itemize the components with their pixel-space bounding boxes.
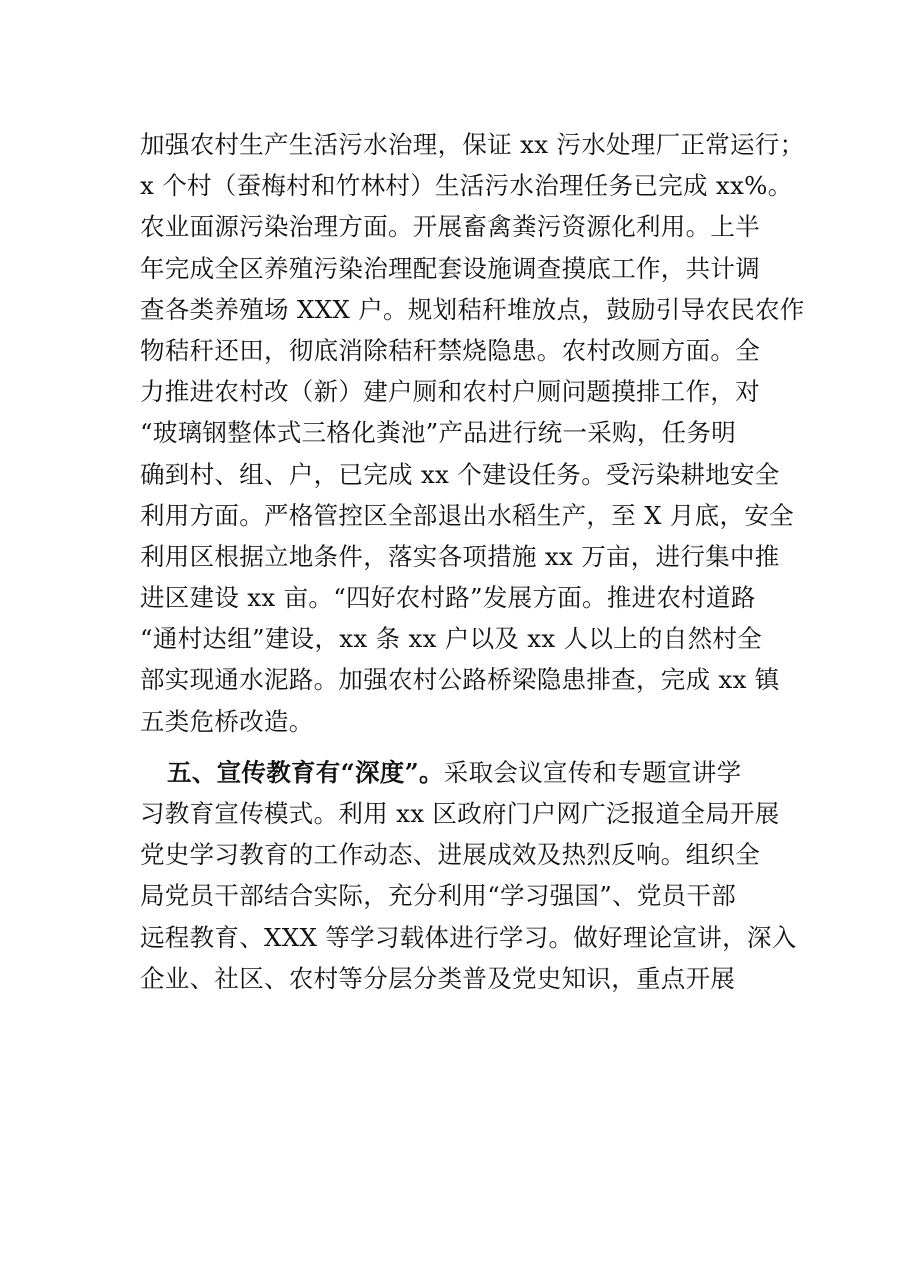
text-line: “通村达组”建设，xx 条 xx 户以及 xx 人以上的自然村全 xyxy=(140,624,762,654)
section-heading-line xyxy=(140,752,780,793)
text-line: 力推进农村改（新）建户厕和农村户厕问题摸排工作，对 xyxy=(140,377,760,407)
document-body xyxy=(140,124,805,999)
paragraph-1 xyxy=(140,124,805,742)
text-line: 查各类养殖场 XXX 户。规划秸秆堆放点，鼓励引导农民农作 xyxy=(140,294,805,324)
text-line: x 个村（蚕梅村和竹林村）生活污水治理任务已完成 xx%。 xyxy=(140,171,793,201)
text-line: 党史学习教育的工作动态、进展成效及热烈反响。组织全 xyxy=(140,840,760,870)
text-line: 企业、社区、农村等分层分类普及党史知识，重点开展 xyxy=(140,963,736,993)
text-line: 习教育宣传模式。利用 xx 区政府门户网广泛报道全局开展 xyxy=(140,799,780,828)
paragraph-gap xyxy=(140,742,780,752)
text-line: 农业面源污染治理方面。开展畜禽粪污资源化利用。上半 xyxy=(140,212,760,242)
text-run: 采取会议宣传和专题宣讲学 xyxy=(443,757,742,787)
text-line: 物秸秆还田，彻底消除秸秆禁烧隐患。农村改厕方面。全 xyxy=(140,335,760,365)
text-line: 进区建设 xx 亩。“四好农村路”发展方面。推进农村道路 xyxy=(140,583,756,613)
text-line: 年完成全区养殖污染治理配套设施调查摸底工作，共计调 xyxy=(140,253,760,283)
text-line: 加强农村生产生活污水治理，保证 xx 污水处理厂正常运行； xyxy=(140,130,805,159)
text-line: 利用区根据立地条件，落实各项措施 xx 万亩，进行集中推 xyxy=(140,541,780,571)
text-line: 利用方面。严格管控区全部退出水稻生产，至 X 月底，安全 xyxy=(140,500,794,530)
text-line: 局党员干部结合实际，充分利用“学习强国”、党员干部 xyxy=(140,881,737,911)
section-heading: 五、宣传教育有“深度”。 xyxy=(167,757,444,787)
paragraph-2 xyxy=(140,752,797,999)
text-line: 部实现通水泥路。加强农村公路桥梁隐患排查，完成 xx 镇 xyxy=(140,665,780,695)
text-line: “玻璃钢整体式三格化粪池”产品进行统一采购，任务明 xyxy=(140,418,737,448)
text-line: 远程教育、XXX 等学习载体进行学习。做好理论宣讲，深入 xyxy=(140,922,797,952)
text-line: 确到村、组、户，已完成 xx 个建设任务。受污染耕地安全 xyxy=(140,459,780,489)
text-line: 五类危桥改造。 xyxy=(140,706,314,736)
